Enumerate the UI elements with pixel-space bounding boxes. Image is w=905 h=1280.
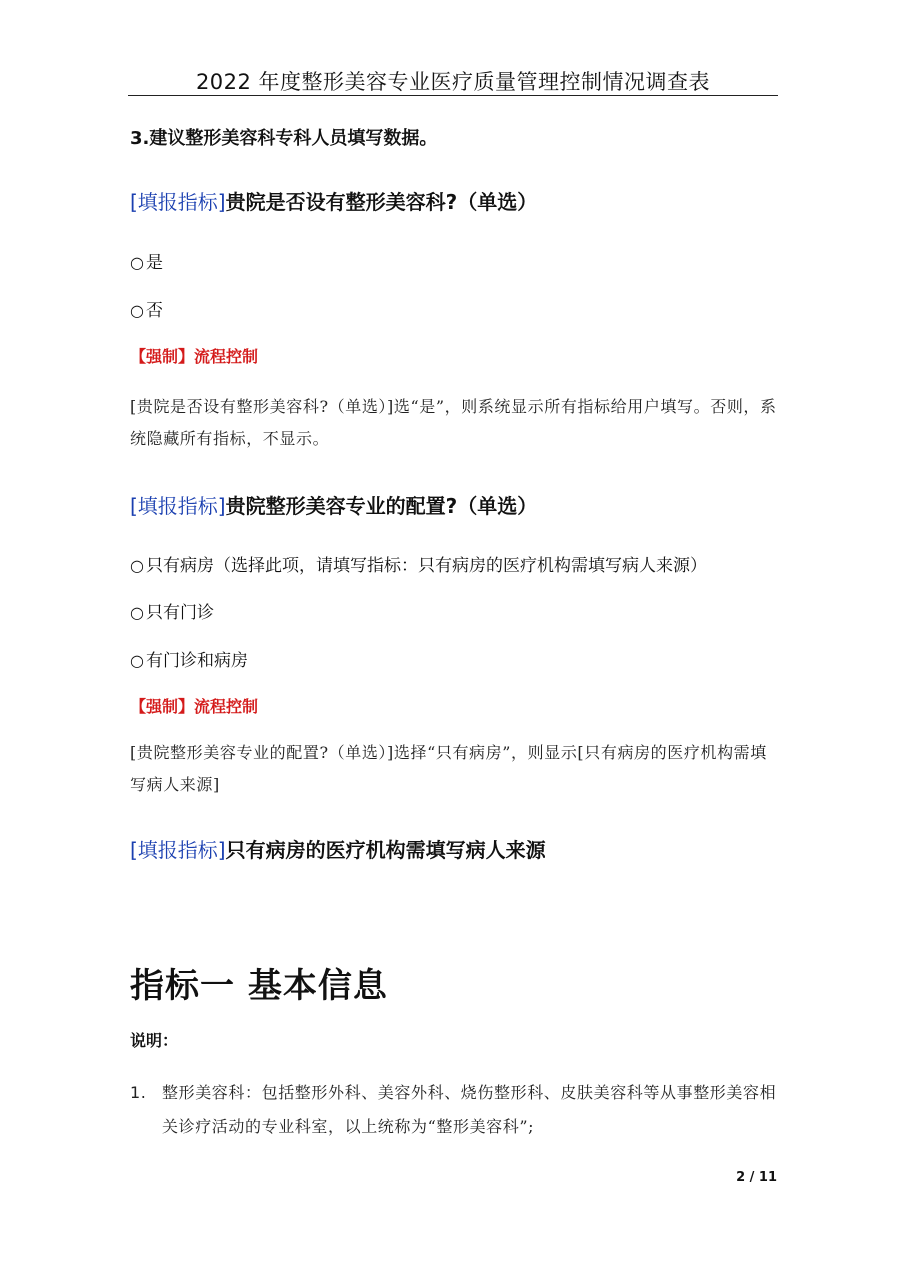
section-heading: 指标一 基本信息: [130, 966, 388, 1006]
list-item: [130, 1076, 790, 1144]
option-label: 是: [145, 253, 163, 273]
page-number: 2 / 11: [736, 1170, 777, 1185]
list-item-text: 整形美容科：包括整形外科、美容外科、烧伤整形科、皮肤美容科等从事整形美容相关诊疗活动的专业科室，以上统称为“整形美容科”;: [162, 1083, 777, 1136]
option-label: 只有病房（选择此项，请填写指标：只有病房的医疗机构需填写病人来源）: [145, 556, 707, 576]
radio-option-clinic-only[interactable]: [130, 598, 780, 623]
document-header-title: 2022 年度整形美容专业医疗质量管理控制情况调查表: [195, 70, 711, 94]
note-3: 3.建议整形美容科专科人员填写数据。: [130, 128, 438, 149]
radio-circle-icon: ○: [130, 253, 144, 272]
radio-circle-icon: ○: [130, 603, 144, 622]
indicator-tag: [填报指标]: [130, 494, 226, 518]
indicator-text: 贵院整形美容专业的配置?（单选）: [225, 494, 538, 518]
explain-label: 说明：: [130, 1031, 179, 1050]
radio-circle-icon: ○: [130, 301, 144, 320]
option-label: 有门诊和病房: [145, 651, 248, 671]
option-label: 否: [145, 301, 163, 321]
radio-circle-icon: ○: [130, 556, 144, 575]
radio-option-clinic-and-ward[interactable]: [130, 646, 780, 671]
radio-option-yes[interactable]: [130, 248, 780, 273]
flow-control-label-q1: 【强制】流程控制: [130, 347, 259, 366]
radio-circle-icon: ○: [130, 651, 144, 670]
list-item-number: 1.: [130, 1083, 147, 1102]
option-label: 只有门诊: [145, 603, 214, 623]
flow-control-label-q2: 【强制】流程控制: [130, 697, 259, 716]
header-divider: [128, 95, 778, 96]
indicator-tag: [填报指标]: [130, 838, 226, 862]
flow-control-rule-q1: [贵院是否设有整形美容科?（单选）]选“是”，则系统显示所有指标给用户填写。否则，系统隐藏所有指标，不显示。: [130, 397, 777, 448]
indicator-tag: [填报指标]: [130, 190, 226, 214]
indicator-text: 只有病房的医疗机构需填写病人来源: [225, 838, 546, 862]
flow-control-rule-q2: [贵院整形美容专业的配置?（单选）]选择“只有病房”，则显示[只有病房的医疗机构需填写病人来源]: [130, 743, 767, 794]
indicator-q1: [130, 186, 780, 215]
radio-option-ward-only[interactable]: [130, 551, 790, 576]
indicator-q2: [130, 490, 780, 519]
radio-option-no[interactable]: [130, 296, 780, 321]
indicator-q3: [130, 834, 780, 863]
indicator-text: 贵院是否设有整形美容科?（单选）: [225, 190, 538, 214]
